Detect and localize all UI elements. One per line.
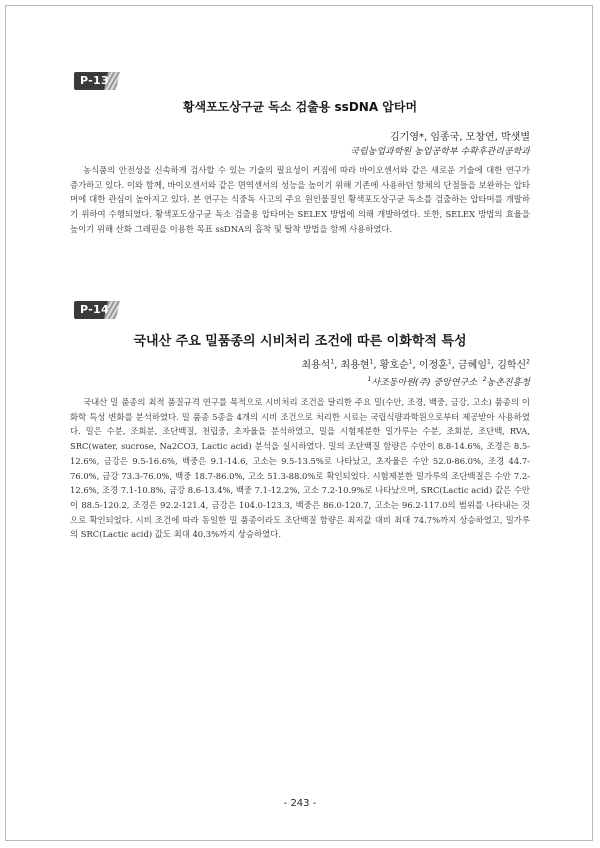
author-affil-mark: 2 bbox=[526, 358, 530, 366]
author-affil-mark: 1 bbox=[487, 358, 491, 366]
abstract-p13: 농식품의 안전성을 신속하게 검사할 수 있는 기술의 필요성이 커짐에 따라 바이오센서와 같은 새로운 기술에 대한 연구가 증가하고 있다. 이와 함께, 바이오센서와 같은 면역센서의 성능을 높이기 위해 기존에 사용하던 항체의 단점들을 보완하는 압타머에 대한 관심이 높아지고 있다. 본 연구는 식중독 사고의 주요 원인물질인 황색포도상구균 독소를 검출하는 압타머를 개발하기 위하여 수행되었다. 황색포도상구균 독소 검출용 압타머는 SELEX 방법에 의해 개발하였다. 또한, SELEX 방법의 효율을 높이기 위해 산화 그래핀을 이용한 목표 ssDNA의 흡착 및 탈착 방법을 함께 사용하였다. bbox=[70, 165, 530, 234]
author-affil-mark: 1 bbox=[369, 358, 374, 366]
affil-mark: 2 bbox=[482, 376, 487, 383]
affil-text: 사조동아원(주) 중앙연구소 bbox=[371, 378, 477, 388]
tag-label: P-14 bbox=[80, 303, 109, 316]
author-affil-mark: 1 bbox=[447, 358, 452, 366]
section-tag-p14 bbox=[74, 301, 120, 319]
authors-p14: 최용석$^1$, 최용현$^1$, 황호순$^1$, 이정훈$^1$, 금혜임$^1$, 김학신$^2$ bbox=[301, 358, 530, 371]
affil-text: 농촌진흥청 bbox=[486, 378, 530, 388]
author-name: 금혜임 bbox=[458, 360, 487, 371]
authors-p13: 김기영*, 임종국, 모창연, 박샛별 bbox=[390, 132, 530, 143]
affiliation-p13: 국립농업과학원 농업공학부 수확후관리공학과 bbox=[350, 147, 530, 157]
author-affil-mark: 1 bbox=[408, 358, 413, 366]
abstract-p14: 국내산 밀 품종의 최적 품질규격 연구를 목적으로 시비처리 조건을 달리한 주요 밀(수안, 조경, 백중, 금강, 고소) 품종의 이화학 특성 변화를 분석하였다. 밀 품종 5종을 4개의 시비 조건으로 처리한 시료는 국립식량과학원으로부터 제공받아 사용하였다. 밀은 수분, 조회분, 조단백질, 천립중, 초자율을 분석하였고, 밀을 시험제분한 밀가루는 수분, 조회분, 조단백, RVA, SRC(water, sucrose, Na2CO3, Lactic acid) 분석을 실시하였다. 밀의 조단백질 함량은 수안이 8.8-14.6%, 조경은 8.5-12.6%, 금강은 9.5-16.6%, 백중은 9.1-14.6, 고소는 9.5-13.5%로 나타났고, 초자율은 수안 52.0-86.0%, 조경 44.7-76.0%, 금강 73.3-76.0%, 백중 18.7-86.0%, 고소 51.3-88.0%로 확인되었다. 시험제분한 밀가루의 조단백질은 수안 7.2-12.6%, 조경 7.1-10.8%, 금강 8.6-13.4%, 백중 7.1-12.2%, 고소 7.2-10.9%로 나타났으며, SRC(Lactic acid) 값은 수안이 88.5-120.2, 조경은 92.2-121.4, 금강은 104.0-123.3, 백중은 86.0-120.7, 고소는 96.2-117.0의 범위를 나타내는 것으로 확인되었다. 시비 조건에 따라 동일한 밀 품종이라도 조단백질 함량은 최저값 대비 최대 74.7%까지 상승하였고, 밀가루의 SRC(Lactic acid) 값도 최대 40.3%까지 상승하였다. bbox=[70, 397, 530, 540]
author-name: 최용석 bbox=[301, 360, 331, 371]
tag-label: P-13 bbox=[80, 74, 109, 87]
affiliation-p14 bbox=[368, 375, 530, 388]
author-name: 이정훈 bbox=[418, 360, 448, 371]
author-name: 황호순 bbox=[379, 360, 409, 371]
section-title-p14: 국내산 주요 밀품종의 시비처리 조건에 따른 이화학적 특성 bbox=[133, 334, 467, 349]
section-title-p13: 황색포도상구균 독소 검출용 ssDNA 압타머 bbox=[182, 100, 418, 114]
author-name: 최용현 bbox=[340, 360, 370, 371]
section-tag-p13 bbox=[74, 72, 120, 90]
affil-mark: 1 bbox=[367, 376, 372, 383]
author-name: 김학신 bbox=[497, 360, 527, 371]
author-affil-mark: 1 bbox=[330, 358, 335, 366]
page-number: - 243 - bbox=[283, 798, 317, 809]
